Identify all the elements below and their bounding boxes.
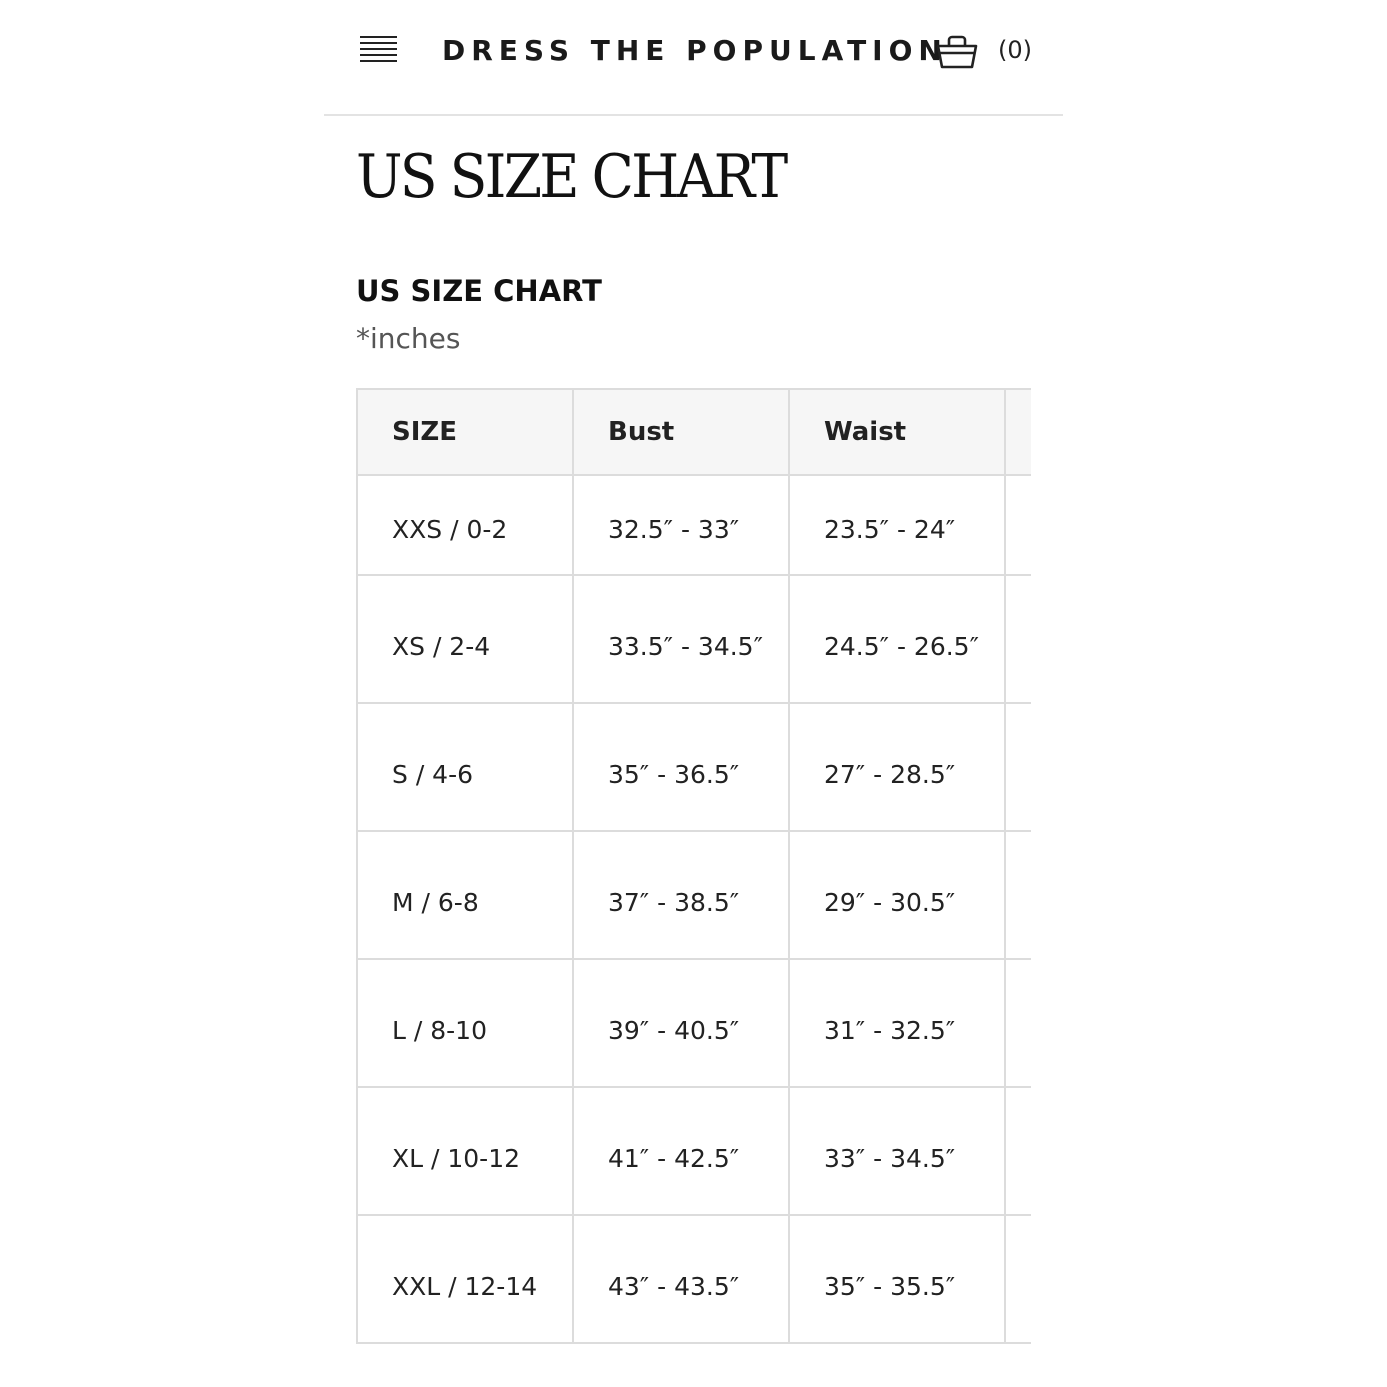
hidden-cell [1005, 1087, 1031, 1215]
size-cell: L / 8-10 [357, 959, 573, 1087]
waist-cell: 35″ - 35.5″ [789, 1215, 1005, 1343]
table-row [357, 703, 1031, 831]
size-cell: XS / 2-4 [357, 575, 573, 703]
column-header-hidden [1005, 389, 1031, 475]
bust-cell: 41″ - 42.5″ [573, 1087, 789, 1215]
size-cell: XXL / 12-14 [357, 1215, 573, 1343]
table-row [357, 575, 1031, 703]
table-header-row [357, 389, 1031, 475]
units-note: *inches [356, 322, 461, 355]
section-title: US SIZE CHART [356, 274, 602, 308]
waist-cell: 29″ - 30.5″ [789, 831, 1005, 959]
bust-cell: 35″ - 36.5″ [573, 703, 789, 831]
column-header-size: SIZE [357, 389, 573, 475]
size-table-container[interactable] [356, 388, 1031, 1344]
waist-cell: 23.5″ - 24″ [789, 475, 1005, 575]
column-header-waist: Waist [789, 389, 1005, 475]
waist-cell: 24.5″ - 26.5″ [789, 575, 1005, 703]
table-row [357, 831, 1031, 959]
column-header-bust: Bust [573, 389, 789, 475]
table-row [357, 475, 1031, 575]
hidden-cell [1005, 475, 1031, 575]
site-header [324, 0, 1063, 116]
size-cell: XXS / 0-2 [357, 475, 573, 575]
shopping-basket-icon[interactable] [936, 34, 978, 70]
table-row [357, 1087, 1031, 1215]
size-cell: S / 4-6 [357, 703, 573, 831]
table-row [357, 1215, 1031, 1343]
bust-cell: 37″ - 38.5″ [573, 831, 789, 959]
bust-cell: 43″ - 43.5″ [573, 1215, 789, 1343]
waist-cell: 31″ - 32.5″ [789, 959, 1005, 1087]
bust-cell: 33.5″ - 34.5″ [573, 575, 789, 703]
hidden-cell [1005, 703, 1031, 831]
cart-count[interactable]: (0) [998, 36, 1032, 64]
waist-cell: 33″ - 34.5″ [789, 1087, 1005, 1215]
bust-cell: 39″ - 40.5″ [573, 959, 789, 1087]
brand-logo[interactable]: DRESS THE POPULATION [442, 34, 948, 67]
hidden-cell [1005, 575, 1031, 703]
size-cell: M / 6-8 [357, 831, 573, 959]
hidden-cell [1005, 959, 1031, 1087]
bust-cell: 32.5″ - 33″ [573, 475, 789, 575]
waist-cell: 27″ - 28.5″ [789, 703, 1005, 831]
page-title: US SIZE CHART [356, 142, 786, 212]
hidden-cell [1005, 1215, 1031, 1343]
hamburger-menu-icon[interactable] [360, 36, 398, 68]
size-cell: XL / 10-12 [357, 1087, 573, 1215]
hidden-cell [1005, 831, 1031, 959]
table-row [357, 959, 1031, 1087]
size-table [356, 388, 1031, 1344]
